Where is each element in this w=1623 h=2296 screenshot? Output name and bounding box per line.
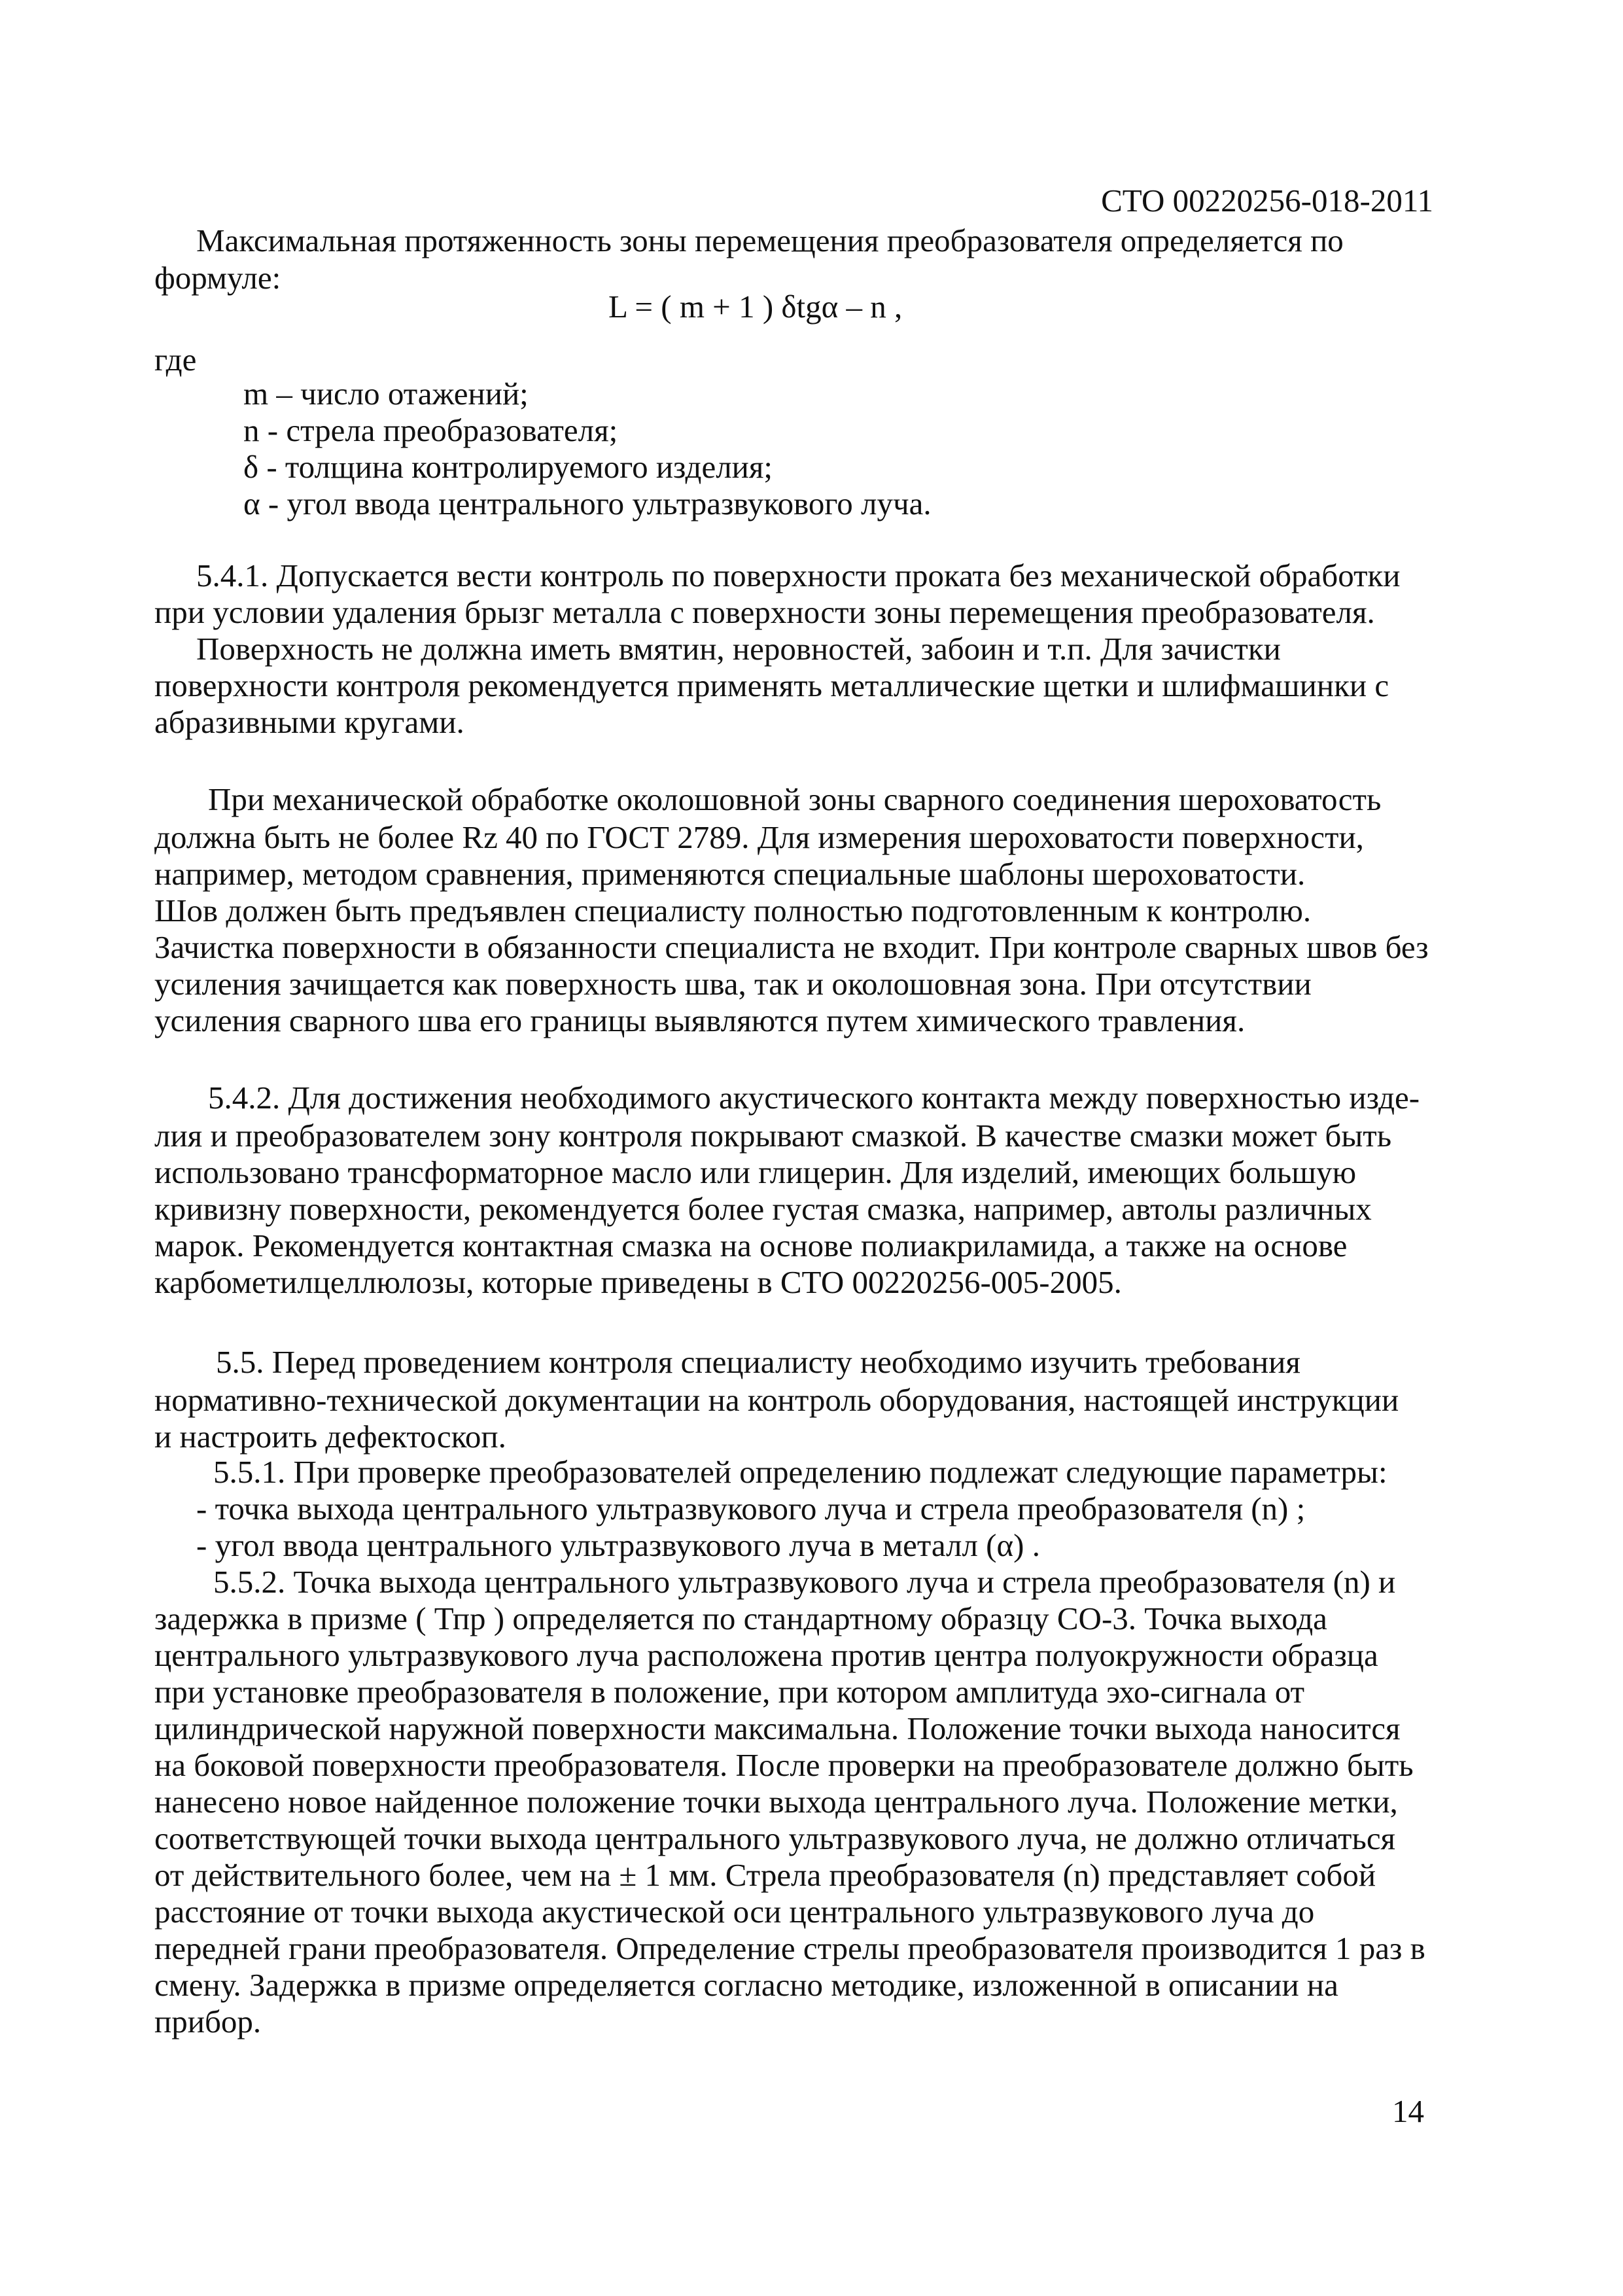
paragraph-line: лия и преобразователем зону контроля покрывают смазкой. В качестве смазки может быть [154,1118,1392,1154]
definition-item: n - стрела преобразователя; [243,412,618,448]
paragraph-line: 5.4.2. Для достижения необходимого акустического контакта между поверхностью изде- [208,1080,1420,1116]
definition-item: δ - толщина контролируемого изделия; [243,449,773,485]
paragraph-line: от действительного более, чем на ± 1 мм. Стрела преобразователя (n) представляет собой [154,1857,1376,1893]
definition-item: α - угол ввода центрального ультразвукового луча. [243,486,932,521]
list-item: - угол ввода центрального ультразвукового луча в металл (α) . [196,1527,1040,1563]
paragraph-line: при установке преобразователя в положение, при котором амплитуда эхо-сигнала от [154,1674,1305,1710]
paragraph-line: Зачистка поверхности в обязанности специалиста не входит. При контроле сварных швов без [154,929,1429,965]
paragraph-line: усиления зачищается как поверхность шва, так и околошовная зона. При отсутствии [154,966,1312,1002]
paragraph-line: При механической обработке околошовной зоны сварного соединения шероховатость [208,781,1382,817]
paragraph-line: при условии удаления брызг металла с поверхности зоны перемещения преобразователя. [154,594,1375,630]
paragraph-line: нанесено новое найденное положение точки выхода центрального луча. Положение метки, [154,1784,1398,1820]
paragraph-line: 5.5. Перед проведением контроля специалисту необходимо изучить требования [216,1344,1300,1380]
paragraph-line: цилиндрической наружной поверхности максимальна. Положение точки выхода наносится [154,1710,1401,1746]
paragraph-line: расстояние от точки выхода акустической оси центрального ультразвукового луча до [154,1894,1315,1930]
definition-item: m – число отажений; [243,376,529,412]
paragraph-line: прибор. [154,2004,262,2040]
paragraph-line: поверхности контроля рекомендуется применять металлические щетки и шлифмашинки с [154,667,1389,703]
paragraph-line: передней грани преобразователя. Определение стрелы преобразователя производится 1 раз в [154,1930,1425,1966]
intro-line: Максимальная протяженность зоны перемещения преобразователя определяется по [196,222,1344,258]
paragraph-line: абразивными кругами. [154,704,464,740]
paragraph-line: Поверхность не должна иметь вмятин, неровностей, забоин и т.п. Для зачистки [196,631,1281,667]
paragraph-line: использовано трансформаторное масло или глицерин. Для изделий, имеющих большую [154,1154,1357,1190]
intro-line: формуле: [154,260,281,296]
page-number: 14 [1392,2093,1424,2129]
paragraph-line: на боковой поверхности преобразователя. После проверки на преобразователе должно быть [154,1747,1414,1783]
paragraph-line: кривизну поверхности, рекомендуется более густая смазка, например, автолы различных [154,1191,1372,1227]
paragraph-line: центрального ультразвукового луча расположена против центра полуокружности образца [154,1637,1378,1673]
list-item: - точка выхода центрального ультразвукового луча и стрела преобразователя (n) ; [196,1491,1306,1527]
paragraph-line: Шов должен быть предъявлен специалисту полностью подготовленным к контролю. [154,892,1312,928]
paragraph-line: задержка в призме ( Тпр ) определяется по стандартному образцу СО-3. Точка выхода [154,1600,1327,1636]
paragraph-line: усиления сварного шва его границы выявляются путем химического травления. [154,1002,1246,1038]
paragraph-line: нормативно-технической документации на контроль оборудования, настоящей инструкции [154,1382,1399,1418]
paragraph-line: должна быть не более Rz 40 по ГОСТ 2789. Для измерения шероховатости поверхности, [154,819,1364,855]
paragraph-line: 5.5.2. Точка выхода центрального ультразвукового луча и стрела преобразователя (n) и [213,1564,1396,1600]
paragraph-line: и настроить дефектоскоп. [154,1419,506,1455]
paragraph-line: 5.5.1. При проверке преобразователей определению подлежат следующие параметры: [213,1454,1387,1490]
paragraph-line: соответствующей точки выхода центрального ультразвукового луча, не должно отличаться [154,1820,1396,1856]
paragraph-line: например, методом сравнения, применяются специальные шаблоны шероховатости. [154,856,1306,892]
formula: L = ( m + 1 ) δtgα – n , [608,289,903,325]
where-label: где [154,342,197,378]
paragraph-line: смену. Задержка в призме определяется согласно методике, изложенной в описании на [154,1967,1338,2003]
document-code: СТО 00220256-018-2011 [1101,183,1433,219]
paragraph-line: карбометилцеллюлозы, которые приведены в СТО 00220256-005-2005. [154,1264,1122,1300]
paragraph-line: 5.4.1. Допускается вести контроль по поверхности проката без механической обработки [196,557,1401,593]
paragraph-line: марок. Рекомендуется контактная смазка на основе полиакриламида, а также на основе [154,1227,1348,1263]
